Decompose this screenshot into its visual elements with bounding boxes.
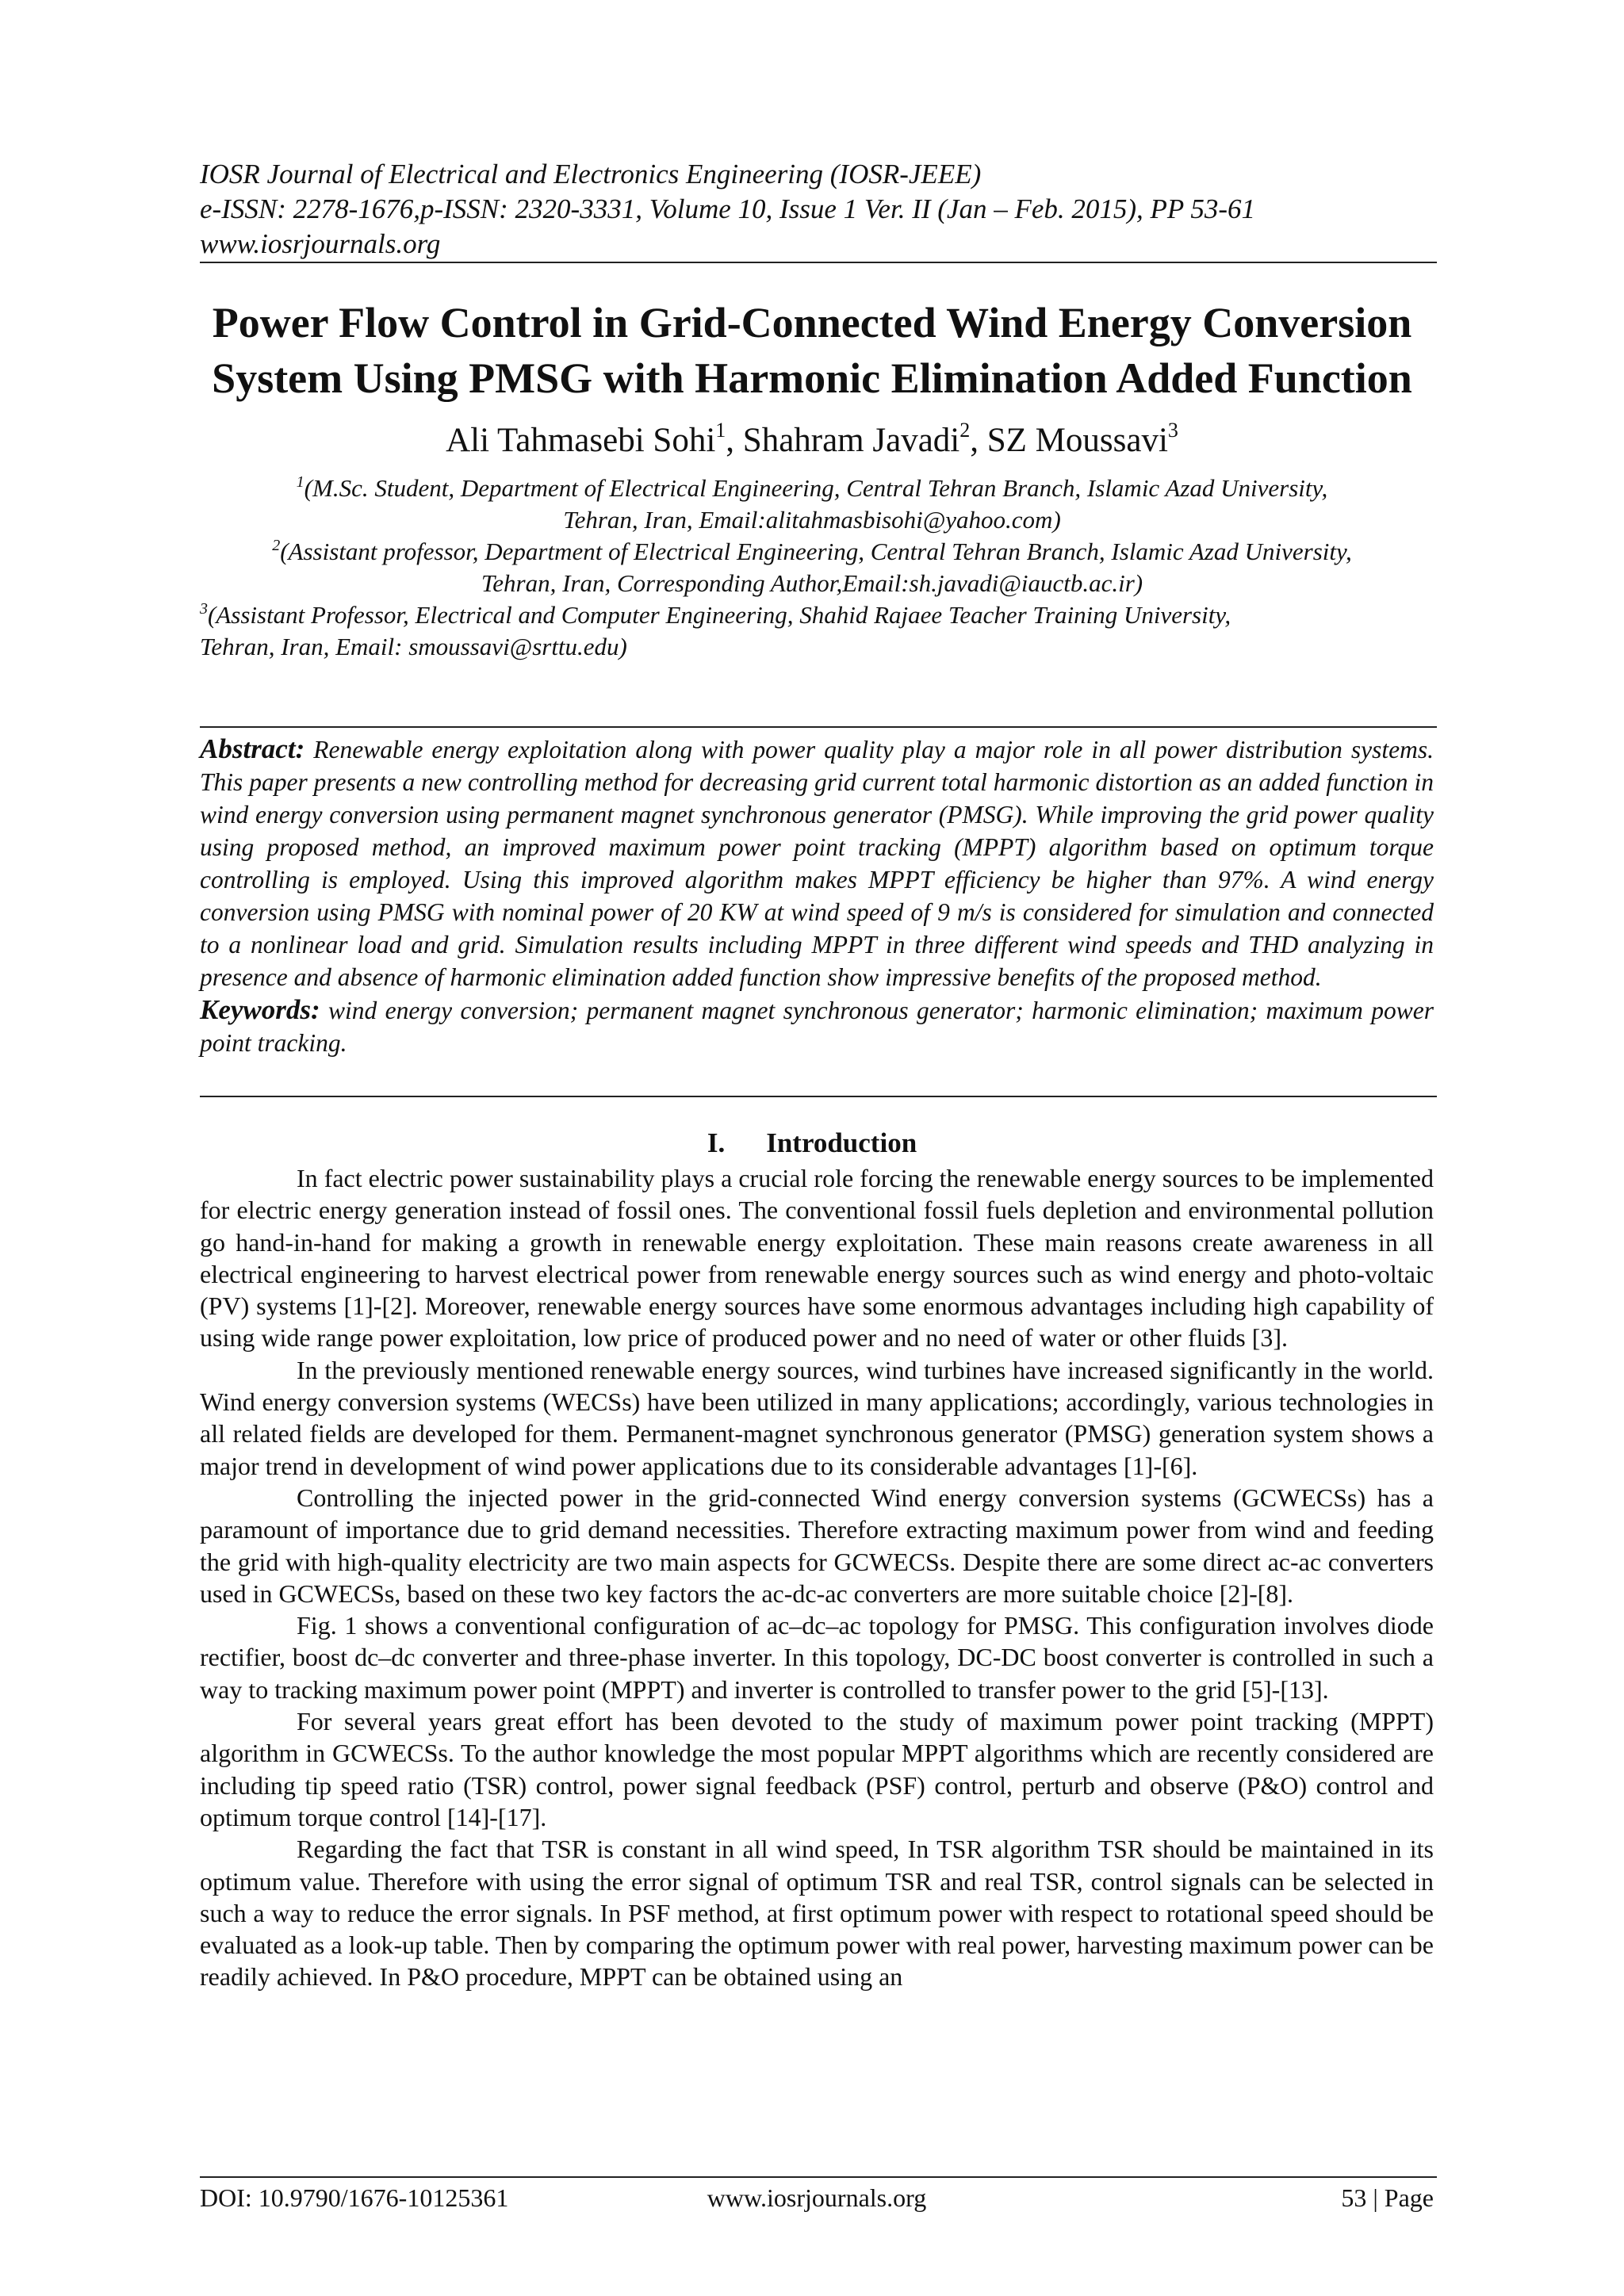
author-affiliation-marker: 1 [715, 419, 726, 442]
affiliation-1 [159, 473, 1465, 536]
affiliation-line: Tehran, Iran, Corresponding Author,Email:sh.javadi@iauctb.ac.ir) [481, 569, 1143, 597]
affiliation-line: (Assistant Professor, Electrical and Computer Engineering, Shahid Rajaee Teacher Training University, [208, 601, 1231, 629]
affiliation-marker: 2 [272, 537, 281, 554]
page-footer [200, 2182, 1434, 2214]
body-text [200, 1162, 1434, 1993]
section-number: I. [707, 1127, 726, 1158]
keywords-text: wind energy conversion; permanent magnet synchronous generator; harmonic elimination; maximum power point tracking. [200, 997, 1434, 1057]
section-heading [159, 1126, 1465, 1161]
affiliation-line: Tehran, Iran, Email: smoussavi@srttu.edu) [200, 633, 627, 660]
affiliation-marker: 3 [200, 600, 208, 618]
paper-title [159, 295, 1465, 406]
keywords-paragraph [200, 993, 1434, 1059]
author-affiliation-marker: 3 [1167, 419, 1178, 442]
footer-doi: DOI: 10.9790/1676-10125361 [200, 2183, 509, 2212]
header-divider [200, 262, 1437, 263]
keywords-label: Keywords: [200, 994, 320, 1025]
title-line-2: System Using PMSG with Harmonic Elimination Added Function [212, 354, 1412, 402]
abstract-block [200, 733, 1434, 1059]
affiliation-2 [159, 536, 1465, 599]
footer-website[interactable]: www.iosrjournals.org [707, 2183, 927, 2212]
affiliation-line: (M.Sc. Student, Department of Electrical Engineering, Central Tehran Branch, Islamic Azad University, [304, 474, 1328, 502]
journal-name: IOSR Journal of Electrical and Electronics Engineering (IOSR-JEEE) [200, 159, 982, 189]
footer-divider [200, 2176, 1437, 2178]
body-paragraph: Controlling the injected power in the grid-connected Wind energy conversion systems (GCWECSs) has a paramount of importance due to grid demand necessities. Therefore extracting maximum power from wind and feeding the grid with high-quality electricity are two main aspects for GCWECSs. Despite there are some direct ac-ac converters used in GCWECSs, based on these two key factors the ac-dc-ac converters are more suitable choice [2]-[8]. [200, 1483, 1434, 1608]
body-paragraph: In fact electric power sustainability plays a crucial role forcing the renewable energy sources to be implemented for electric energy generation instead of fossil ones. The conventional fossil fuels depletion and environmental pollution go hand-in-hand for making a growth in renewable energy exploitation. These main reasons create awareness in all electrical engineering to harvest electrical power from renewable energy sources such as wind energy and photo-voltaic (PV) systems [1]-[2]. Moreover, renewable energy sources have some enormous advantages including high capability of using wide range power exploitation, low price of produced power and no need of water or other fluids [3]. [200, 1164, 1434, 1353]
footer-page-number: 53 | Page [1341, 2183, 1434, 2212]
abstract-paragraph [200, 733, 1434, 993]
title-line-1: Power Flow Control in Grid-Connected Wind Energy Conversion [212, 299, 1412, 346]
author-name: SZ Moussavi [986, 422, 1168, 459]
author-separator: , [970, 422, 987, 459]
author-name: Shahram Javadi [742, 422, 960, 459]
abstract-label: Abstract: [200, 733, 305, 764]
affiliation-3 [159, 599, 1465, 663]
journal-website[interactable]: www.iosrjournals.org [200, 228, 441, 259]
affiliation-marker: 1 [296, 473, 304, 491]
body-paragraph: For several years great effort has been devoted to the study of maximum power point tracking (MPPT) algorithm in GCWECSs. To the author knowledge the most popular MPPT algorithms which are recently considered are including tip speed ratio (TSR) control, power signal feedback (PSF) control, perturb and observe (P&O) control and optimum torque control [14]-[17]. [200, 1707, 1434, 1831]
abstract-top-divider [200, 726, 1437, 728]
affiliations [159, 473, 1465, 663]
body-paragraph: In the previously mentioned renewable energy sources, wind turbines have increased significantly in the world. Wind energy conversion systems (WECSs) have been utilized in many applications; accordingly, various technologies in all related fields are developed for them. Permanent-magnet synchronous generator (PMSG) generation system shows a major trend in development of wind power applications due to its considerable advantages [1]-[6]. [200, 1355, 1434, 1480]
journal-header [200, 157, 1431, 262]
affiliation-line: Tehran, Iran, Email:alitahmasbisohi@yahoo.com) [563, 506, 1061, 534]
section-title: Introduction [766, 1127, 917, 1158]
author-separator: , [726, 422, 743, 459]
author-list [159, 419, 1465, 463]
abstract-bottom-divider [200, 1096, 1437, 1097]
body-paragraph: Fig. 1 shows a conventional configuration of ac–dc–ac topology for PMSG. This configuration involves diode rectifier, boost dc–dc converter and three-phase inverter. In this topology, DC-DC boost converter is controlled in such a way to tracking maximum power point (MPPT) and inverter is controlled to transfer power to the grid [5]-[13]. [200, 1611, 1434, 1704]
body-paragraph: Regarding the fact that TSR is constant in all wind speed, In TSR algorithm TSR should be maintained in its optimum value. Therefore with using the error signal of optimum TSR and real TSR, control signals can be selected in such a way to reduce the error signals. In PSF method, at first optimum power with respect to rotational speed should be evaluated as a look-up table. Then by comparing the optimum power with real power, harvesting maximum power can be readily achieved. In P&O procedure, MPPT can be obtained using an [200, 1835, 1434, 1992]
affiliation-line: (Assistant professor, Department of Electrical Engineering, Central Tehran Branch, Islamic Azad University, [280, 538, 1352, 565]
abstract-text: Renewable energy exploitation along with power quality play a major role in all power distribution systems. This paper presents a new controlling method for decreasing grid current total harmonic distortion as an added function in wind energy conversion using permanent magnet synchronous generator (PMSG). While improving the grid power quality using proposed method, an improved maximum power point tracking (MPPT) algorithm based on optimum torque controlling is employed. Using this improved algorithm makes MPPT efficiency be higher than 97%. A wind energy conversion using PMSG with nominal power of 20 KW at wind speed of 9 m/s is considered for simulation and connected to a nonlinear load and grid. Simulation results including MPPT in three different wind speeds and THD analyzing in presence and absence of harmonic elimination added function show impressive benefits of the proposed method. [200, 736, 1434, 991]
author-affiliation-marker: 2 [959, 419, 971, 442]
journal-issn-volume: e-ISSN: 2278-1676,p-ISSN: 2320-3331, Volume 10, Issue 1 Ver. II (Jan – Feb. 2015), PP 53-61 [200, 193, 1256, 224]
author-name: Ali Tahmasebi Sohi [446, 422, 716, 459]
